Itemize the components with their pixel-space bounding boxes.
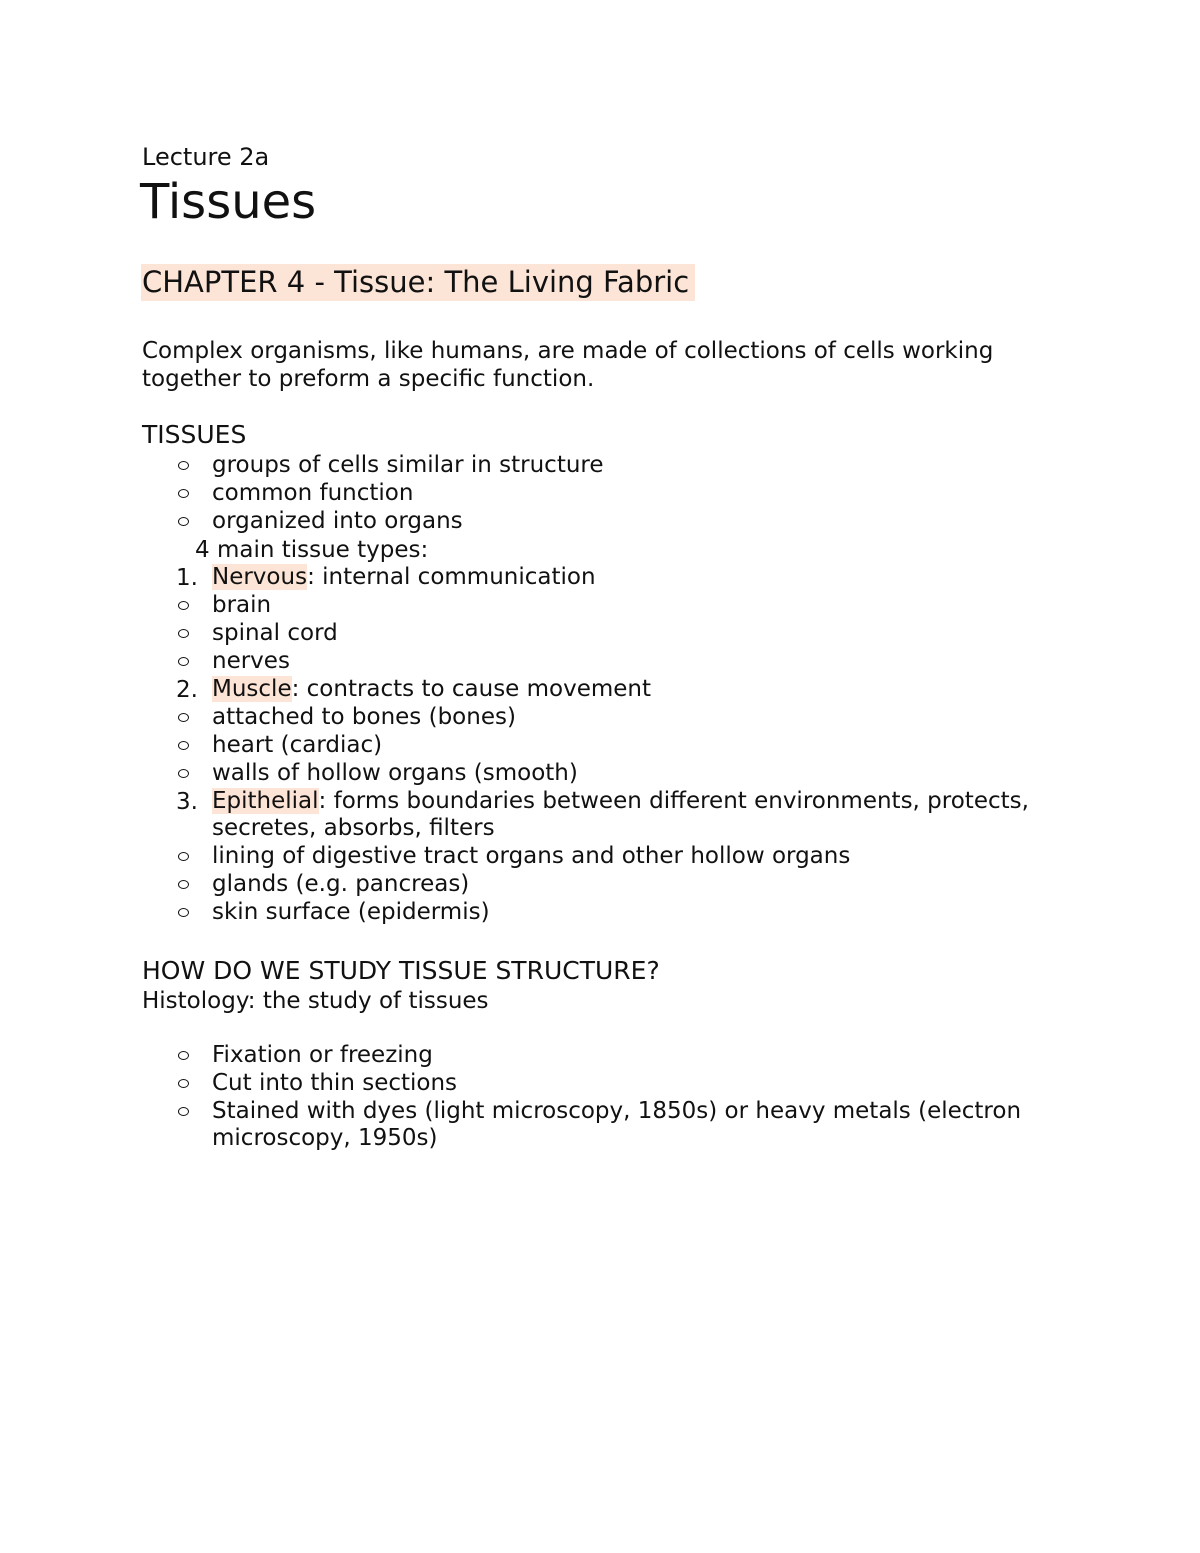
chapter-heading: CHAPTER 4 - Tissue: The Living Fabric <box>141 264 695 301</box>
tissue-type-item <box>0 788 1200 843</box>
list-item <box>0 704 1200 732</box>
list-item <box>0 899 1200 927</box>
list-item <box>0 620 1200 648</box>
list-item-text: Cut into thin sections <box>212 1070 458 1096</box>
circle-bullet-icon <box>178 1107 189 1116</box>
tissue-type-name: Epithelial <box>212 788 319 814</box>
list-item-text: brain <box>212 592 272 618</box>
intro-paragraph: Complex organisms, like humans, are made of collections of cells working together to preform a specific function. <box>142 338 994 392</box>
circle-bullet-icon <box>178 852 189 861</box>
circle-bullet-icon <box>178 1051 189 1060</box>
list-item <box>0 508 1200 536</box>
study-heading: HOW DO WE STUDY TISSUE STRUCTURE? <box>142 956 660 985</box>
list-item-text: skin surface (epidermis) <box>212 899 490 925</box>
tissue-type-name: Nervous <box>212 564 308 590</box>
circle-bullet-icon <box>178 880 189 889</box>
page-title: Tissues <box>140 174 317 230</box>
list-number: 3. <box>176 789 198 815</box>
circle-bullet-icon <box>178 908 189 917</box>
lecture-label: Lecture 2a <box>142 143 270 171</box>
list-item <box>0 871 1200 899</box>
list-item-text: attached to bones (bones) <box>212 704 516 730</box>
list-number: 1. <box>176 565 198 591</box>
list-item <box>0 843 1200 871</box>
list-item <box>0 592 1200 620</box>
list-item <box>0 1070 1200 1098</box>
list-item <box>0 648 1200 676</box>
list-item-text: groups of cells similar in structure <box>212 452 604 478</box>
types-intro <box>0 536 1200 564</box>
list-item-text: nerves <box>212 648 290 674</box>
tissue-type-description: : internal communication <box>307 564 596 590</box>
circle-bullet-icon <box>178 629 189 638</box>
circle-bullet-icon <box>178 1079 189 1088</box>
list-item <box>0 452 1200 480</box>
list-item-text: Stained with dyes (light microscopy, 1850s) or heavy metals (electron microscopy, 1950s) <box>212 1098 1022 1151</box>
tissue-type-description: : forms boundaries between different environments, protects, secretes, absorbs, filters <box>212 788 1029 841</box>
list-number: 2. <box>176 677 198 703</box>
list-item-text: walls of hollow organs (smooth) <box>212 760 578 786</box>
tissues-heading: TISSUES <box>142 420 247 449</box>
circle-bullet-icon <box>178 741 189 750</box>
circle-bullet-icon <box>178 713 189 722</box>
histology-definition: Histology: the study of tissues <box>142 988 489 1014</box>
list-item-text: organized into organs <box>212 508 463 534</box>
circle-bullet-icon <box>178 657 189 666</box>
list-item <box>0 480 1200 508</box>
list-item <box>0 760 1200 788</box>
circle-bullet-icon <box>178 769 189 778</box>
list-item-text: spinal cord <box>212 620 338 646</box>
circle-bullet-icon <box>178 601 189 610</box>
list-item-text: common function <box>212 480 414 506</box>
list-item <box>0 732 1200 760</box>
list-item <box>0 1098 1200 1153</box>
tissues-list <box>0 452 1200 927</box>
tissue-type-item <box>0 676 1200 704</box>
circle-bullet-icon <box>178 461 189 470</box>
tissue-type-item <box>0 564 1200 592</box>
list-item-text: heart (cardiac) <box>212 732 383 758</box>
list-item-text: lining of digestive tract organs and other hollow organs <box>212 843 851 869</box>
list-item-text: glands (e.g. pancreas) <box>212 871 470 897</box>
tissue-type-name: Muscle <box>212 676 292 702</box>
list-item-text: Fixation or freezing <box>212 1042 433 1068</box>
list-item <box>0 1042 1200 1070</box>
circle-bullet-icon <box>178 489 189 498</box>
study-list <box>0 1042 1200 1153</box>
tissue-type-description: : contracts to cause movement <box>291 676 652 702</box>
types-intro-text: 4 main tissue types: <box>195 537 429 563</box>
circle-bullet-icon <box>178 517 189 526</box>
